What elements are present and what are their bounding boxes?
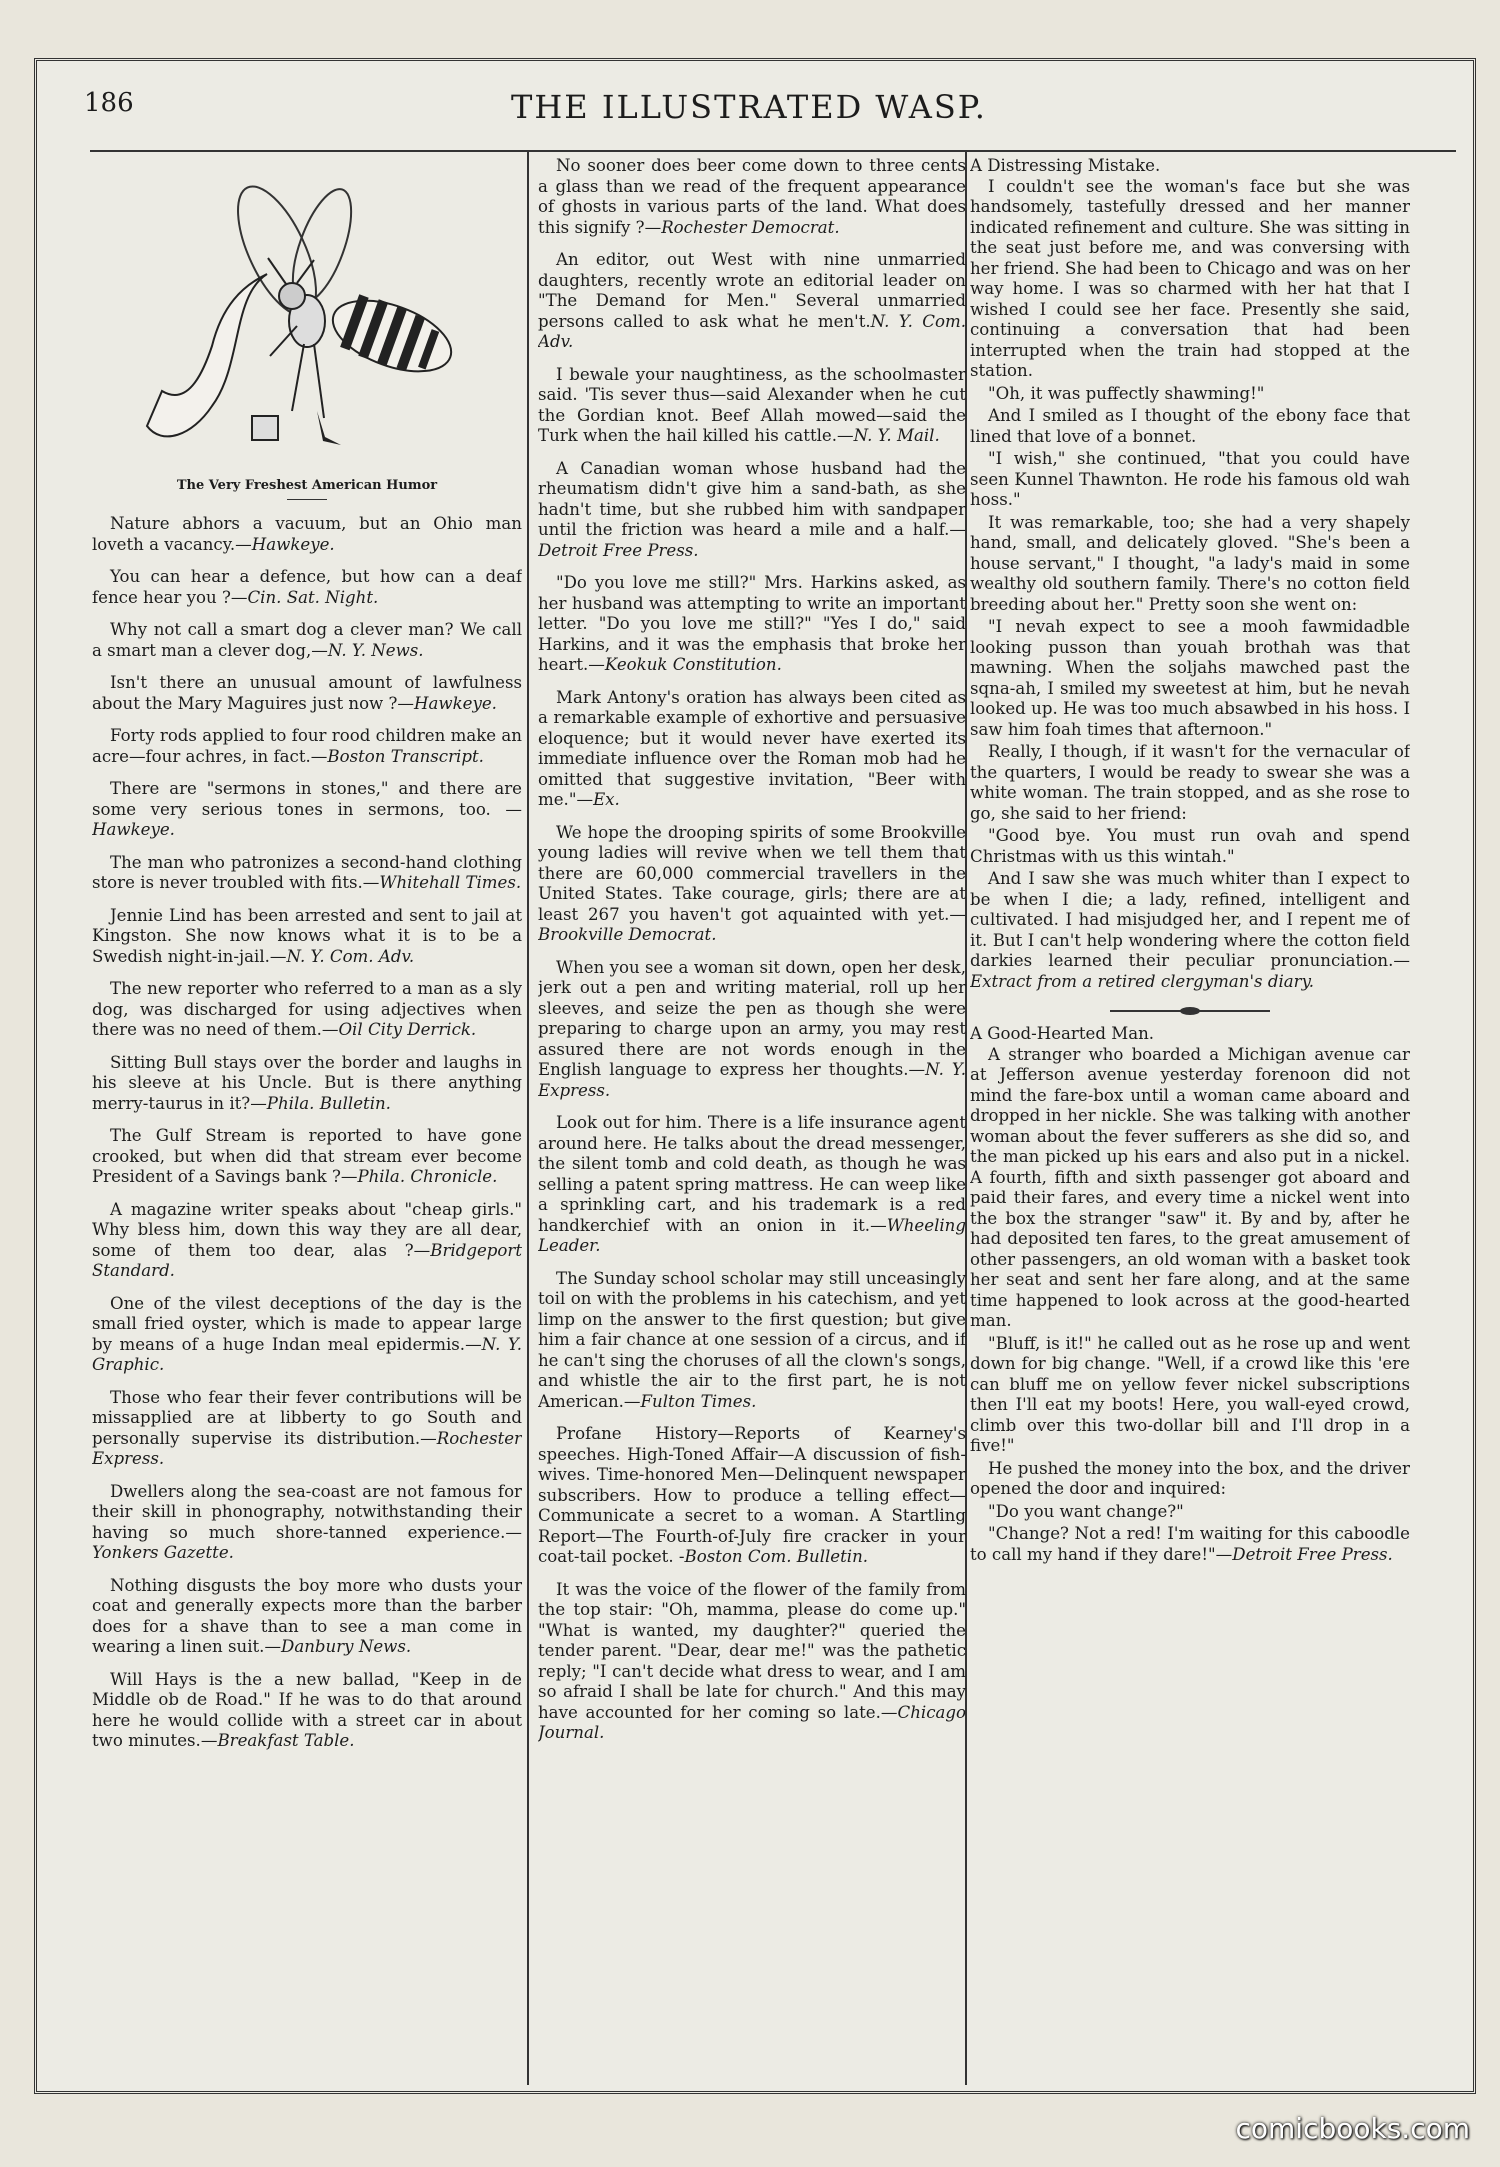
- article-text: It was remarkable, too; she had a very shapely hand, small, and delicately gloved. "She's been a house servant," I thought, "a lady's maid in some wealthy old southern family. There's no cotton field breeding about her." Pretty soon she went on:: [970, 512, 1410, 614]
- article-paragraph: [92, 620, 522, 661]
- article-text: Why not call a smart dog a clever man? We call a smart man a clever dog,—: [92, 620, 522, 660]
- article-text: The Sunday school scholar may still unceasingly toil on with the problems in his catechism, and yet limp on the answer to the first question; but give him a fair chance at one session of a circus, and if he can't sing the choruses of all the clown's songs, and whistle the air to the first part, he is not American.—: [538, 1268, 966, 1411]
- article-paragraph: [970, 1459, 1410, 1500]
- article-paragraph: [92, 853, 522, 894]
- article-paragraph: [538, 958, 966, 1102]
- source-credit: Breakfast Table.: [217, 1731, 355, 1750]
- source-credit: Detroit Free Press.: [1232, 1544, 1393, 1564]
- story-body: [970, 177, 1410, 993]
- article-paragraph: [970, 449, 1410, 511]
- source-credit: N. Y. Graphic.: [92, 1334, 522, 1374]
- article-paragraph: [92, 1294, 522, 1376]
- article-text: Forty rods applied to four rood children make an acre—four achres, in fact.—: [92, 726, 522, 766]
- article-text: "Do you want change?": [988, 1501, 1184, 1521]
- source-credit: N. Y. Com. Adv.: [286, 946, 415, 966]
- article-text: And I saw she was much whiter than I expect to be when I die; a lady, refined, intelligent and cultivated. I had misjudged her, and I repent me of it. But I can't help wondering where the cotton field darkies learned their peculiar pronunciation.—: [970, 869, 1410, 970]
- article-paragraph: [538, 365, 966, 447]
- article-paragraph: [538, 250, 966, 353]
- article-text: An editor, out West with nine unmarried daughters, recently wrote an editorial leader on "The Demand for Men." Several unmarried persons called to ask what he men't.: [538, 250, 966, 331]
- source-credit: N. Y. News.: [327, 640, 424, 660]
- article-paragraph: [538, 1580, 966, 1744]
- article-paragraph: [970, 1045, 1410, 1332]
- article-text: I bewale your naughtiness, as the schoolmaster said. 'Tis sever thus—said Alexander when he cut the Gordian knot. Beef Allah mowed—said the Turk when the hail killed his cattle.—: [538, 364, 966, 445]
- masthead: [44, 88, 1454, 136]
- source-credit: Rochester Express.: [92, 1428, 522, 1468]
- source-credit: Detroit Free Press.: [538, 540, 699, 560]
- article-paragraph: [970, 826, 1410, 867]
- article-paragraph: [92, 514, 522, 555]
- story-body: [970, 1045, 1410, 1566]
- article-text: Look out for him. There is a life insurance agent around here. He talks about the dread messenger, the silent tomb and cold death, as though he was selling a patent spring mattress. He can weep like a sprinkling cart, and his trademark is a red handkerchief with an onion in it.—: [538, 1113, 966, 1235]
- article-text: No sooner does beer come down to three cents a glass than we read of the frequent appearance of ghosts in various parts of the land. What does this signify ?—: [538, 156, 966, 237]
- article-text: A magazine writer speaks about "cheap girls." Why bless him, down this way they are all dear, some of them too dear, alas ?—: [92, 1199, 522, 1260]
- article-paragraph: [538, 1269, 966, 1413]
- article-text: You can hear a defence, but how can a deaf fence hear you ?—: [92, 567, 522, 607]
- article-paragraph: [970, 869, 1410, 992]
- article-paragraph: [92, 1482, 522, 1564]
- source-credit: Chicago Journal.: [538, 1702, 966, 1742]
- article-text: "Oh, it was puffectly shawming!": [988, 383, 1265, 403]
- col2-items: [538, 156, 966, 1744]
- source-credit: Hawkeye.: [414, 693, 497, 713]
- article-paragraph: [92, 1576, 522, 1658]
- article-text: Will Hays is the a new ballad, "Keep in de Middle ob de Road." If he was to do that around here he would collide with a street car in about two minutes.—: [92, 1669, 522, 1750]
- source-credit: Phila. Chronicle.: [357, 1167, 498, 1186]
- article-text: A Canadian woman whose husband had the rheumatism didn't give him a sand-bath, as she hadn't time, but she rubbed him with sandpaper until the friction was heard a mile and a half.—: [538, 458, 966, 539]
- source-credit: Brookville Democrat.: [538, 925, 717, 944]
- watermark: comicbooks.com: [1235, 2112, 1470, 2145]
- article-paragraph: [92, 673, 522, 714]
- article-text: Profane History—Reports of Kearney's speeches. High-Toned Affair—A discussion of fish-wives. Time-honored Men—Delinquent newspaper subscribers. How to produce a telling effect—Communicate a secret to a woman. A Startling Report—The Fourth-of-July fire cracker in your coat-tail pocket. -: [538, 1424, 966, 1566]
- source-credit: Wheeling Leader.: [538, 1215, 966, 1255]
- article-text: And I smiled as I thought of the ebony face that lined that love of a bonnet.: [970, 406, 1410, 446]
- source-credit: Cin. Sat. Night.: [247, 587, 379, 607]
- source-credit: Hawkeye.: [251, 534, 335, 554]
- page-number: 186: [84, 88, 134, 118]
- header-rule: [90, 150, 1456, 152]
- article-text: He pushed the money into the box, and the driver opened the door and inquired:: [970, 1458, 1410, 1498]
- article-text: The man who patronizes a second-hand clothing store is never troubled with fits.—: [92, 852, 522, 892]
- article-paragraph: [92, 1126, 522, 1188]
- article-text: Sitting Bull stays over the border and laughs in his sleeve at his Uncle. But is there anything merry-taurus in it?—: [92, 1052, 522, 1113]
- article-text: It was the voice of the flower of the family from the top stair: "Oh, mamma, please do come up." "What is wanted, my daughter?" queried the tender parent. "Dear, dear me!" was the pathetic reply; "I can't decide what dress to wear, and I am so afraid I shall be late for church." And this may have accounted for her coming so late.—: [538, 1579, 966, 1722]
- article-text: When you see a woman sit down, open her desk, jerk out a pen and writing material, roll up her sleeves, and seize the pen as though she were preparing to charge upon an army, you may rest assured there are not words enough in the English language to express her thoughts.—: [538, 957, 966, 1079]
- article-paragraph: [92, 1388, 522, 1470]
- article-text: I couldn't see the woman's face but she was handsomely, tastefully dressed and her manner indicated refinement and culture. She was sitting in the seat just before me, and was conversing with her friend. She had been to Chicago and was on her way home. I was so charmed with her hat that I wished I could see her face. Presently she said, continuing a conversation that had been interrupted when the train had stopped at the station.: [970, 176, 1410, 380]
- article-paragraph: [92, 906, 522, 968]
- source-credit: Hawkeye.: [92, 820, 175, 839]
- article-paragraph: [538, 823, 966, 946]
- article-paragraph: [92, 726, 522, 767]
- page-title: THE ILLUSTRATED WASP.: [511, 88, 987, 126]
- source-credit: Whitehall Times.: [379, 873, 522, 892]
- wasp-illustration: [92, 156, 522, 476]
- article-paragraph: [538, 1424, 966, 1568]
- article-text: Dwellers along the sea-coast are not famous for their skill in phonography, notwithstanding their having so much shore-tanned experience.—: [92, 1481, 522, 1542]
- article-paragraph: [970, 406, 1410, 447]
- illustration-caption: The Very Freshest American Humor: [92, 478, 522, 500]
- article-paragraph: [970, 1524, 1410, 1565]
- source-credit: Bridgeport Standard.: [92, 1240, 522, 1280]
- article-paragraph: [970, 384, 1410, 405]
- column-divider: [527, 150, 529, 2085]
- article-text: The new reporter who referred to a man as a sly dog, was discharged for using adjectives when there was no need of them.—: [92, 979, 522, 1039]
- column-3: [970, 156, 1410, 2085]
- article-paragraph: [970, 1502, 1410, 1523]
- source-credit: Boston Com. Bulletin.: [684, 1547, 869, 1566]
- source-credit: Extract from a retired clergyman's diary.: [970, 971, 1315, 991]
- story-heading: A Good-Hearted Man.: [970, 1024, 1155, 1043]
- article-text: Those who fear their fever contributions will be missapplied are at libberty to go South and personally supervise its distribution.—: [92, 1387, 522, 1448]
- article-paragraph: [92, 1053, 522, 1115]
- article-paragraph: [538, 1113, 966, 1257]
- article-text: Nature abhors a vacuum, but an Ohio man loveth a vacancy.—: [92, 514, 522, 554]
- article-paragraph: [92, 1670, 522, 1752]
- article-paragraph: [970, 742, 1410, 824]
- source-credit: Phila. Bulletin.: [266, 1093, 391, 1113]
- article-paragraph: [970, 177, 1410, 382]
- source-credit: Boston Transcript.: [327, 746, 484, 766]
- source-credit: N. Y. Express.: [538, 1060, 966, 1100]
- article-text: We hope the drooping spirits of some Brookville young ladies will revive when we tell them that there are 60,000 commercial travellers in the United States. Take courage, girls; there are at least 267 you haven't got aquainted with yet.—: [538, 822, 966, 924]
- article-paragraph: [970, 617, 1410, 740]
- article-paragraph: [92, 1200, 522, 1282]
- article-paragraph: [92, 979, 522, 1041]
- story-heading: A Distressing Mistake.: [970, 156, 1161, 175]
- article-text: Nothing disgusts the boy more who dusts your coat and generally expects more than the barber does for a shave than to see a man come in wearing a linen suit.—: [92, 1575, 522, 1656]
- article-paragraph: [538, 156, 966, 238]
- source-credit: Ex.: [593, 790, 620, 809]
- source-credit: Fulton Times.: [640, 1391, 757, 1411]
- source-credit: Danbury News.: [281, 1637, 412, 1656]
- article-text: "Change? Not a red! I'm waiting for this caboodle to call my hand if they dare!"—: [970, 1524, 1410, 1564]
- article-text: Really, I though, if it wasn't for the vernacular of the quarters, I would be ready to swear she was a white woman. The train stopped, and as she rose to go, she said to her friend:: [970, 742, 1410, 823]
- article-text: "I wish," she continued, "that you could have seen Kunnel Thawnton. He rode his famous old wah hoss.": [970, 449, 1410, 509]
- article-text: Isn't there an unusual amount of lawfulness about the Mary Maguires just now ?—: [92, 673, 522, 713]
- article-text: "I nevah expect to see a mooh fawmidadble looking pusson than youah brothah was that mawning. When the soljahs mawched past the sqna-ah, I smiled my sweetest at him, but he nevah looked up. He was too much absawbed in his hoss. I saw him foah times that afternoon.": [970, 617, 1410, 739]
- wasp-drawing: [92, 156, 522, 476]
- article-text: "Good bye. You must run ovah and spend Christmas with us this wintah.": [970, 826, 1410, 866]
- article-paragraph: [538, 688, 966, 811]
- article-paragraph: [92, 779, 522, 841]
- article-paragraph: [538, 459, 966, 562]
- source-credit: Keokuk Constitution.: [604, 655, 782, 674]
- source-credit: N. Y. Com. Adv.: [538, 311, 966, 351]
- article-text: Mark Antony's oration has always been cited as a remarkable example of exhortive and persuasive eloquence; but it would never have exerted its immediate influence over the Roman mob had he omitted that suggestive invitation, "Beer with me."—: [538, 687, 966, 809]
- article-text: "Do you love me still?" Mrs. Harkins asked, as her husband was attempting to write an important letter. "Do you love me still?" "Yes I do," said Harkins, and it was the emphasis that broke her heart.—: [538, 573, 966, 674]
- article-text: Jennie Lind has been arrested and sent to jail at Kingston. She now knows what it is to be a Swedish night-in-jail.—: [92, 905, 522, 966]
- column-1: [92, 156, 522, 2085]
- ornament-divider: [1110, 1006, 1270, 1016]
- col1-items: [92, 514, 522, 1752]
- article-paragraph: [92, 567, 522, 608]
- article-paragraph: [538, 573, 966, 676]
- article-text: A stranger who boarded a Michigan avenue car at Jefferson avenue yesterday forenoon did not mind the fare-box until a woman came aboard and dropped in her nickle. She was talking with another woman about the fever sufferers as she did so, and the man picked up his ears and also put in a nickel. A fourth, fifth and sixth passenger got aboard and paid their fares, and every time a nickel went into the box the stranger "saw" it. By and by, after he had deposited ten fares, to the great amusement of other passengers, an old woman with a basket took her seat and sent her fare along, and at the same time happened to look across at the good-hearted man.: [970, 1044, 1410, 1330]
- source-credit: N. Y. Mail.: [853, 426, 940, 445]
- source-credit: Rochester Democrat.: [661, 217, 840, 237]
- article-text: There are "sermons in stones," and there are some very serious tones in sermons, too. —: [92, 779, 522, 819]
- article-paragraph: [970, 1334, 1410, 1457]
- article-paragraph: [970, 513, 1410, 616]
- column-2: [538, 156, 966, 2085]
- article-text: "Bluff, is it!" he called out as he rose up and went down for big change. "Well, if a crowd like this 'ere can bluff me on yellow fever nickel subscriptions then I'll eat my boots! Here, you wall-eyed crowd, climb over this two-dollar bill and I'll drop in a five!": [970, 1333, 1410, 1455]
- source-credit: Yonkers Gazette.: [92, 1543, 234, 1562]
- article-text: The Gulf Stream is reported to have gone crooked, but when did that stream ever become President of a Savings bank ?—: [92, 1126, 522, 1186]
- source-credit: Oil City Derrick.: [338, 1020, 477, 1039]
- article-text: One of the vilest deceptions of the day is the small fried oyster, which is made to appear large by means of a huge Indan meal epidermis.—: [92, 1293, 522, 1354]
